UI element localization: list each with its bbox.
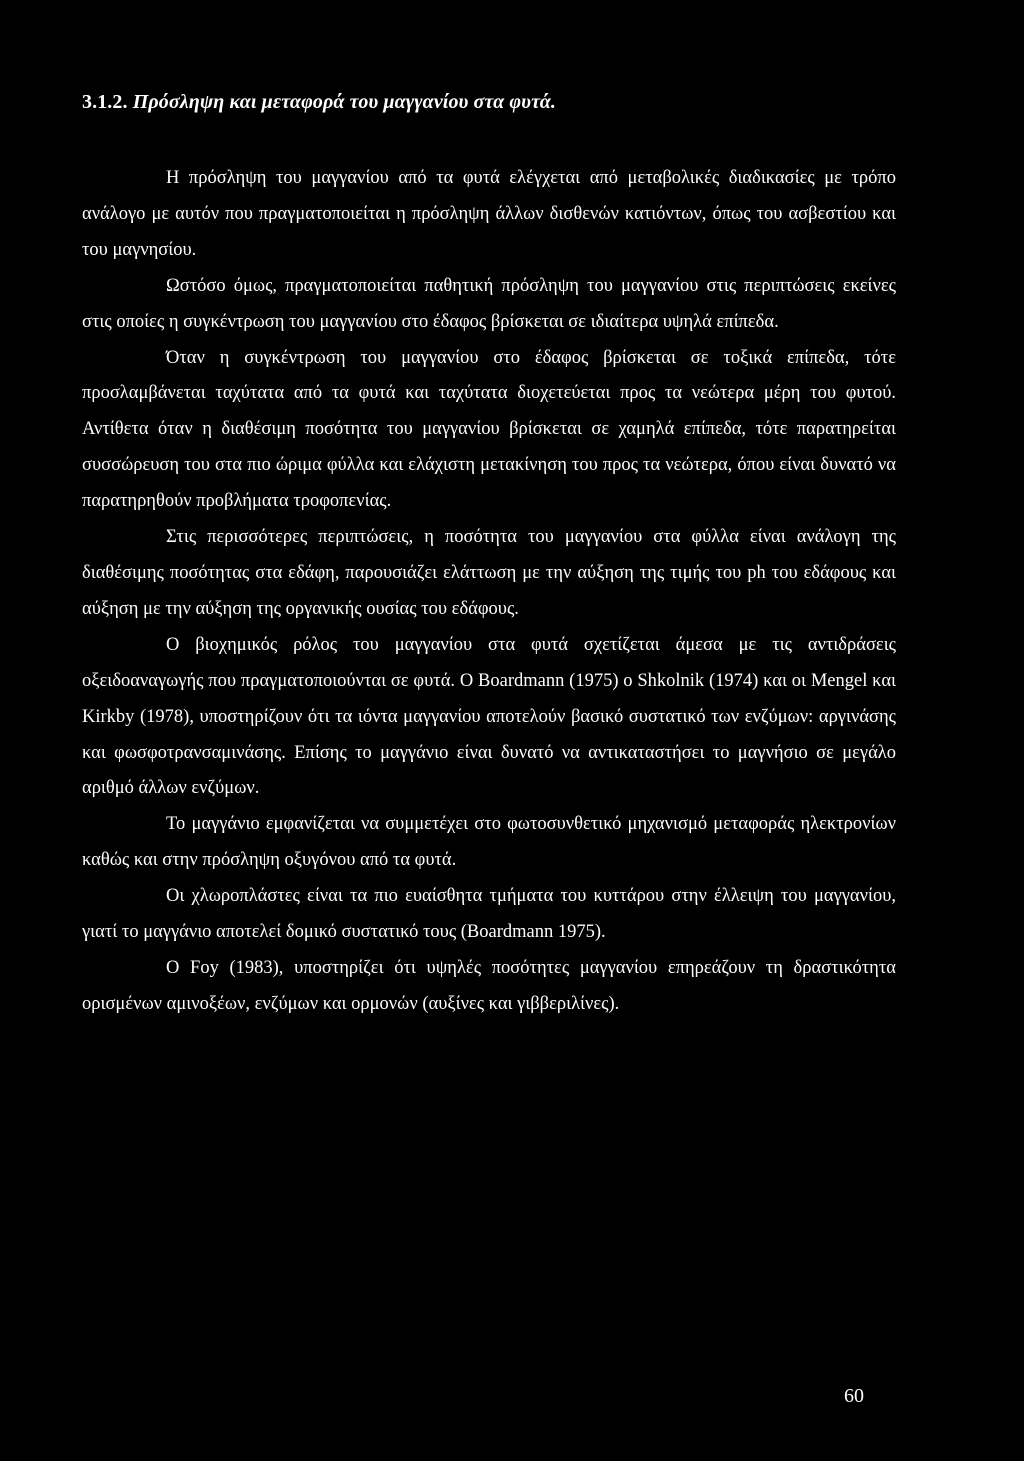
paragraph: Ο Foy (1983), υποστηρίζει ότι υψηλές ποσότητες μαγγανίου επηρεάζουν τη δραστικότητα ορισμένων αμινοξέων, ενζύμων και ορμονών (αυξίνες και γιββεριλίνες). <box>82 957 896 1014</box>
paragraph: Ωστόσο όμως, πραγματοποιείται παθητική πρόσληψη του μαγγανίου στις περιπτώσεις εκείνες στις οποίες η συγκέντρωση του μαγγανίου στο έδαφος βρίσκεται σε ιδιαίτερα υψηλά επίπεδα. <box>82 275 896 332</box>
page-number: 60 <box>844 1385 864 1407</box>
paragraph: Οι χλωροπλάστες είναι τα πιο ευαίσθητα τμήματα του κυττάρου στην έλλειψη του μαγγανίου, γιατί το μαγγάνιο αποτελεί δομικό συστατικό τους (Boardmann 1975). <box>82 886 896 943</box>
section-number: 3.1.2. <box>82 91 128 113</box>
paragraph: Το μαγγάνιο εμφανίζεται να συμμετέχει στο φωτοσυνθετικό μηχανισμό μεταφοράς ηλεκτρονίων καθώς και στην πρόσληψη οξυγόνου από τα φυτά. <box>82 814 896 871</box>
section-heading <box>82 91 556 114</box>
body-text <box>82 161 896 1023</box>
paragraph: Η πρόσληψη του μαγγανίου από τα φυτά ελέγχεται από μεταβολικές διαδικασίες με τρόπο ανάλογο με αυτόν που πραγματοποιείται η πρόσληψη άλλων δισθενών κατιόντων, όπως του ασβεστίου και του μαγνησίου. <box>82 168 896 260</box>
paragraph: Στις περισσότερες περιπτώσεις, η ποσότητα του μαγγανίου στα φύλλα είναι ανάλογη της διαθέσιμης ποσότητας στα εδάφη, παρουσιάζει ελάττωση με την αύξηση της τιμής του ph του εδάφους και αύξηση με την αύξηση της οργανικής ουσίας του εδάφους. <box>82 527 896 619</box>
paragraph: Ο βιοχημικός ρόλος του μαγγανίου στα φυτά σχετίζεται άμεσα με τις αντιδράσεις οξειδοαναγωγής που πραγματοποιούνται σε φυτά. Ο Boardmann (1975) ο Shkolnik (1974) και οι Mengel και Kirkby (1978), υποστηρίζουν ότι τα ιόντα μαγγανίου αποτελούν βασικό συστατικό των ενζύμων: αργινάσης και φωσφοτρανσαμινάσης. Επίσης το μαγγάνιο είναι δυνατό να αντικαταστήσει το μαγνήσιο σε μεγάλο αριθμό άλλων ενζύμων. <box>82 634 896 799</box>
paragraph: Όταν η συγκέντρωση του μαγγανίου στο έδαφος βρίσκεται σε τοξικά επίπεδα, τότε προσλαμβάνεται ταχύτατα από τα φυτά και ταχύτατα διοχετεύεται προς τα νεώτερα μέρη του φυτού. Αντίθετα όταν η διαθέσιμη ποσότητα του μαγγανίου βρίσκεται σε χαμηλά επίπεδα, τότε παρατηρείται συσσώρευση του στα πιο ώριμα φύλλα και ελάχιστη μετακίνηση του προς τα νεώτερα, όπου είναι δυνατό να παρατηρηθούν προβλήματα τροφοπενίας. <box>82 347 896 512</box>
section-title: Πρόσληψη και μεταφορά του μαγγανίου στα φυτά. <box>132 91 557 113</box>
